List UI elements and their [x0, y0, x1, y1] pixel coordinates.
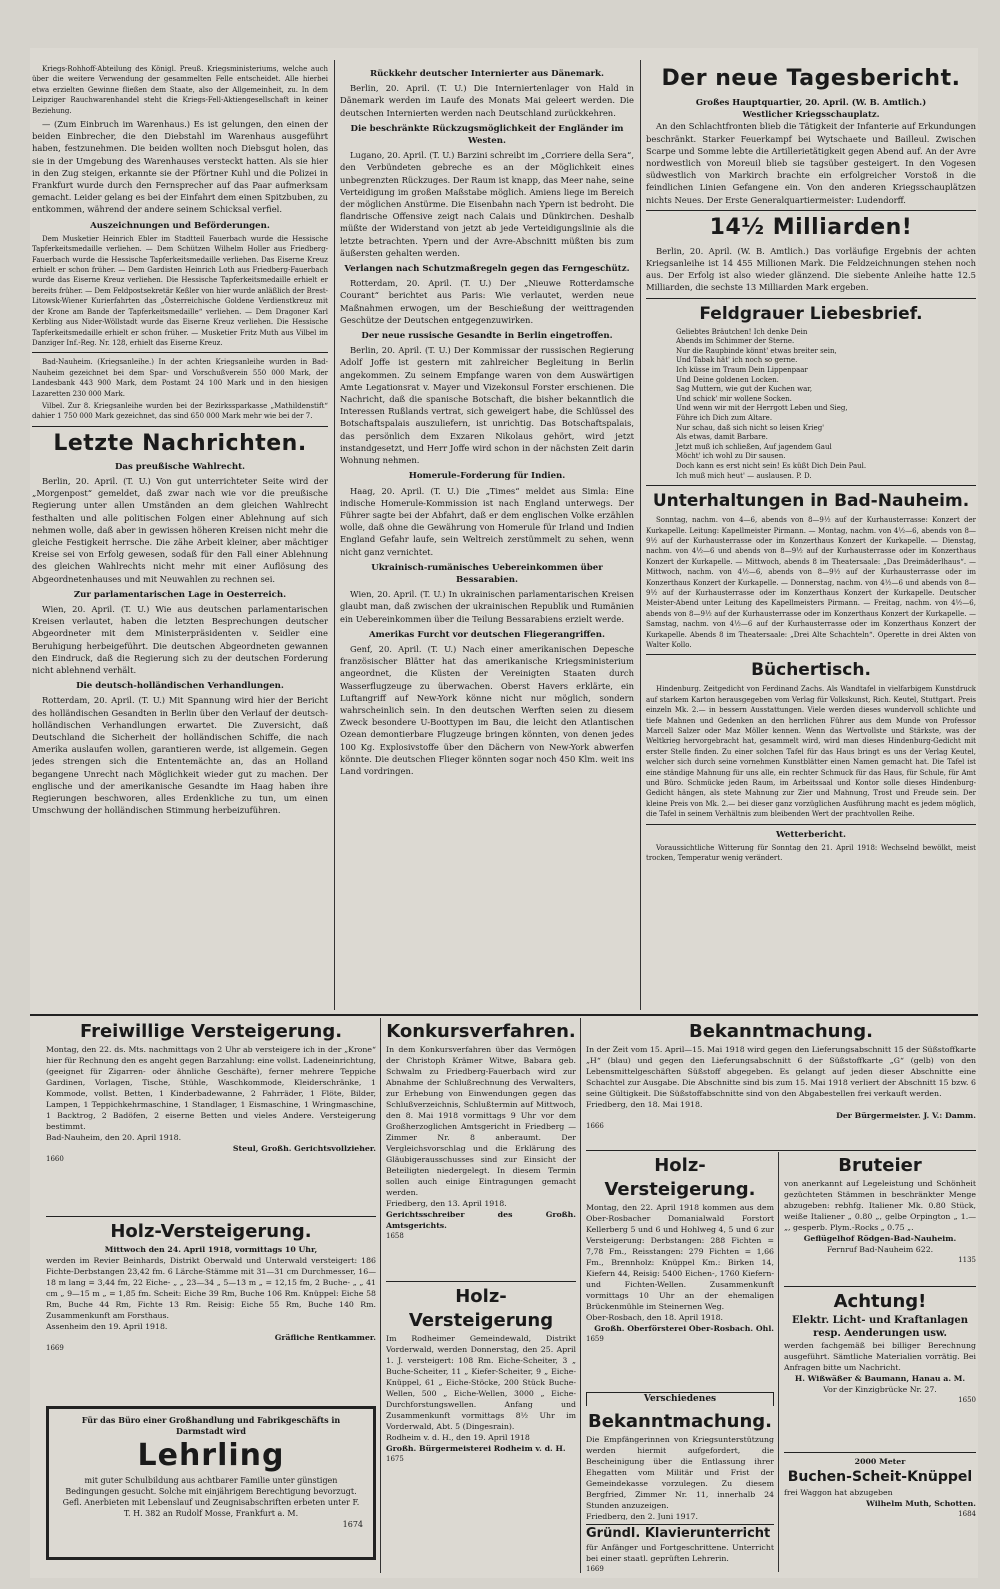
ad-place: Friedberg, den 2. Juni 1917.: [586, 1512, 699, 1520]
divider: [646, 298, 976, 299]
article-wetter: Voraussichtliche Witterung für Sonntag den 21. April 1918: Wechselnd bewölkt, meist trocken, Temperatur wenig verändert.: [646, 843, 976, 863]
ad-signature: Großh. Oberförsterei Ober-Rosbach. Ohl.: [594, 1324, 774, 1333]
ad-divider: [784, 1286, 976, 1287]
poem-line: Und Tabak hät' ich noch so gerne.: [676, 356, 798, 365]
ad-title: Bekanntmachung.: [688, 1021, 874, 1042]
heading-ferngeschuetz: Verlangen nach Schutzmaßregeln gegen das Ferngeschütz.: [344, 264, 630, 275]
newspaper-page: [30, 48, 978, 1578]
article-warenhaus: — (Zum Einbruch im Warenhaus.) Es ist gelungen, den einen der beiden Einbrecher, die den Diebstahl im Warenhaus ausgeführt haben, festzunehmen. Die beiden wollten noch Diebsgut holen, das sie in der Umgebung des Warenhauses versteckt hatten. Als sie hier in den Zug steigen, erkannte sie der Pförtner Kuhl und die Polizei in Frankfurt wurde durch den Fernsprecher auf das Paar aufmerksam gemacht. Leider gelang es bei der Einfahrt dem einen Spitzbuben, zu entkommen, während der andere seinem Schicksal verfiel.: [32, 119, 328, 215]
heading-tagesbericht: Der neue Tagesbericht.: [661, 66, 961, 91]
article-milliarden: Berlin, 20. April. (W. B. Amtlich.) Das vorläufige Ergebnis der achten Kriegsanleihe ist 14 455 Millionen Mark. Die Feldzeichnungen stehen noch aus. Der Erfolg ist also wieder glänzend. Die siebente Anleihe hatte 12.5 Milliarden, die sechste 13 Milliarden Mark ergeben.: [646, 245, 976, 293]
ad-bekanntmachung-2: [586, 1410, 774, 1520]
ad-number: 1669: [46, 1344, 64, 1352]
column-1: [32, 64, 328, 1012]
ad-number: 1658: [386, 1232, 404, 1240]
ad-bruteier: [784, 1154, 976, 1284]
article-tagesbericht: An den Schlachtfronten blieb die Tätigkeit der Infanterie auf Erkundungen beschränkt. Starker Feuerkampf bei Wytschaete und Bailleul. Zwischen Scarpe und Somme lebte die Artillerietätigkeit gegen Abend auf. An der Avre nordwestlich von Moreuil blieb sie tagsüber gesteigert. In den Vogesen südwestlich von Markirch brachte ein erfolgreicher Vorstoß in die feindlichen Linien Gefangene ein. Von den anderen Kriegsschauplätzen nichts Neues. Der Erste Generalquartiermeister: Ludendorff.: [646, 121, 976, 205]
poem-line: Möcht' ich wohl zu Dir sausen.: [676, 452, 786, 461]
intro-text: Kriegs-Rohhoff-Abteilung des Königl. Preuß. Kriegsministeriums, welche auch über die weitere Verwendung der gesammelten Felle entscheidet. Alle hierbei etwa erzielten Gewinne fließen dem Staate, also der Allgemeinheit, zu. In dem Leipziger Rauchwarenhandel steht die Kriegs-Fell-Aktiengesellschaft in keiner Beziehung.: [32, 65, 328, 115]
ad-lehrling: [46, 1406, 376, 1560]
article-vilbel: Vilbel. Zur 8. Kriegsanleihe wurden bei der Bezirkssparkasse „Mathildenstift“ dahier 1 750 000 Mark gezeichnet, das sind 650 000 Mark mehr wie bei der 7.: [32, 401, 328, 421]
ad-body: von anerkannt auf Legeleistung und Schönheit gezüchteten Stämmen in beschränkter Menge abzugeben: rebhfg. Italiener Mk. 0.80 Stück, weiße Italiener „ 0.80 „, gelbe Orpington „ 1.— „, gesperb. Plym.-Rocks „ 0.75 „.: [784, 1179, 976, 1232]
ad-top-line: Für das Büro einer Großhandlung und Fabrikgeschäfts in Darmstadt wird: [81, 1415, 341, 1436]
column-3: [646, 62, 976, 1012]
heading-wetter: Wetterbericht.: [775, 829, 847, 840]
article-unterhaltungen: Sonntag, nachm. von 4—6, abends von 8—9½ auf der Kurhausterrasse: Konzert der Kurkapelle. Leitung: Kapellmeister Pirmann. — Montag, nachm. von 4½—6, abends von 8—9½ auf der Kurhausterrasse oder im Konzerthaus Konzert der Kurkapelle. — Dienstag, nachm. von 4½—6 und abends von 8—9½ auf der Kurhausterrasse oder im Konzerthaus Konzert der Kurkapelle. — Mittwoch, abends 8 im Theatersaale: „Das Dreimäderlhaus“. — Mittwoch, nachm. von 4½—6, abends von 8—9½ auf der Kurhausterrasse oder im Konzerthaus Konzert der Kurkapelle. — Donnerstag, nachm. von 4½—6 und abends von 8—9½ auf der Kurhausterrasse oder im Konzerthaus Konzert der Kurkapelle. Deutscher Meister-Abend unter Leitung des Kapellmeisters Pirmann. — Freitag, nachm. von 4½—6, abends von 8—9½ auf der Kurhausterrasse oder im Konzerthaus Konzert der Kurkapelle. — Samstag, nachm. von 4½—6 auf der Kurhausterrasse oder im Konzerthaus Konzert der Kurkapelle. Abends 8 im Theatersaale: „Drei Alte Schachteln“. Operette in drei Akten von Walter Kollo.: [646, 516, 976, 650]
heading-holland: Die deutsch-holländischen Verhandlungen.: [76, 681, 284, 692]
ad-title: Lehrling: [137, 1438, 285, 1473]
article-bessarabien: Wien, 20. April. (T. U.) In ukrainischen parlamentarischen Kreisen glaubt man, daß zwischen der ukrainischen Republik und Rumänien ein Uebereinkommen über die Teilung Bessarabiens erzielt werde.: [340, 589, 634, 624]
poem-line: Sag Muttern, wie gut der Kuchen war,: [676, 385, 813, 394]
heading-milliarden: 14½ Milliarden!: [709, 214, 913, 240]
ad-place: Friedberg, den 13. April 1918.: [386, 1199, 507, 1208]
ad-title: Holz-Versteigerung.: [604, 1155, 756, 1200]
ad-body: für Anfänger und Fortgeschrittene. Unterricht bei einer staatl. geprüften Lehrerin.: [586, 1543, 774, 1563]
article-buechertisch: Hindenburg. Zeitgedicht von Ferdinand Zachs. Als Wandtafel in vielfarbigem Kunstdruck auf starkem Karton herausgegeben vom Verlag für Volkskunst, Rich. Keutel, Stuttgart. Preis einzeln Mk. 2.— in bessern Ausstattungen. Viele werden dieses wundervoll schlichte und tiefe Mahnen und Gedenken an den herrlichen Führer aus dem Munde von Professor Marcell Salzer oder Maz Möller kennen. Wenn das Wertvollste und Stärkste, was der Weltkrieg hervorgebracht hat, gesammelt wird, wird man dieses Hindenburg-Gedicht mit erster Stelle finden. Zu einer solchen Tafel für das Haus bringt es uns der Verlag Keutel, welcher sich durch seine vornehmen Kunstblätter einen Namen gemacht hat. Die Tafel ist eine ständige Mahnung für uns alle, ein rechter Schmuck für das Haus, für Schule, für Amt und Büro. Schmücke jeden Raum, im Arbeitssaal und Kontor solle dieses Hindenburg-Gedicht hängen, als stete Mahnung zur Zier und Mahnung, Trost und Freude sein. Der kleine Preis von Mk. 2.— bei dieser ganz vorzüglichen Ausführung macht es jedem möglich, die Tafel in seinem Verhältnis zum bleibenden Wert der prachtvollen Reihe.: [646, 685, 976, 819]
ad-body: Die Empfängerinnen von Kriegsunterstützung werden hiermit aufgefordert, die Bescheinigung über die Entlassung ihrer Ehegatten vom Militär und Frist der Gemeindekasse vorzulegen. Zu diesem Bergfried, Zimmer Nr. 11, innerhalb 24 Stunden anzuzeigen.: [586, 1435, 774, 1510]
heading-indien: Homerule-Forderung für Indien.: [408, 471, 566, 482]
ad-bekanntmachung-1: [586, 1020, 976, 1148]
poem-line: Führe ich Dich zum Altare.: [676, 413, 773, 422]
poem-line: Nur schau, daß sich nicht so leisen Krieg': [676, 423, 825, 432]
ad-title: Achtung!: [833, 1291, 927, 1312]
heading-oesterreich: Zur parlamentarischen Lage in Oesterreich.: [73, 589, 287, 600]
divider: [646, 654, 976, 655]
ad-buchen-scheit: [784, 1456, 976, 1572]
ad-date: Mittwoch den 24. April 1918, vormittags 10 Uhr,: [104, 1245, 318, 1254]
ad-place: Bad-Nauheim, den 20. April 1918.: [46, 1133, 182, 1142]
poem-line: Ich muß mich heut' — auslausen. P. D.: [676, 471, 812, 480]
ad-body: Montag, den 22. April 1918 kommen aus dem Ober-Rosbacher Domanialwald Forstort Kellerberg 5 und 6 und Hohlweg 4, 5 und 6 zur Versteigerung: Derbstangen: 288 Fichten = 7,78 Fm., Reisstangen: 279 Fichten = 1,66 Fm., Brennholz: Knüppel Km.: Birken 14, Kiefern 44, Reisig: 5400 Eichen-, 1760 Kiefern- und Fichten-Wellen. Zusammenkunft vormittags 10 Uhr an der ehemaligen Brückenmühle im Steinernen Weg.: [586, 1203, 774, 1311]
ad-signature: Steul, Großh. Gerichtsvollzieher.: [232, 1144, 376, 1153]
poem-line: Doch kann es erst nicht sein! Es küßt Dich Dein Paul.: [676, 461, 867, 470]
heading-wahlrecht: Das preußische Wahlrecht.: [114, 461, 246, 472]
article-auszeichnungen: Dem Musketier Heinrich Ebler im Stadtteil Fauerbach wurde die Hessische Tapferkeitsmedaille verliehen. — Dem Schützen Wilhelm Holler aus Friedberg-Fauerbach wurde die Hessische Tapferkeitsmedaille verliehen. Das Eiserne Kreuz erhielt er schon früher. — Dem Gardisten Heinrich Loth aus Friedberg-Fauerbach wurde das Eiserne Kreuz verliehen. Die Hessische Tapferkeitsmedaille erhielt er bereits früher. — Dem Feldpostsekretär Keßler von hier wurde anläßlich der Brest-Litowsk-Wiener Kurierfahrten das „Österreichische Goldene Verdienstkreuz mit der Krone am Bande der Tapferkeitsmedaille“ verliehen. — Dem Dragoner Karl Kerbling aus Nider-Wöllstadt wurde das Eiserne Kreuz verliehen. Die Hessische Tapferkeitsmedaille erhielt er schon früher. — Musketier Fritz Muth aus Vilbel im Danziger Inf.-Reg. Nr. 128, erhielt das Eiserne Kreuz.: [32, 234, 328, 347]
ad-freiwillige-versteigerung: [46, 1020, 376, 1214]
ad-body: In der Zeit vom 15. April—15. Mai 1918 wird gegen den Lieferungsabschnitt 15 der Süßstoffkarte „H“ (blau) und gegen den Lieferungsabschnitt 6 der Süßstoffkarte „G“ (gelb) von den Lebensmittelgeschäften Süßstoff abgegeben. Es gelangt auf jeden dieser Abschnitte eine Schachtel zur Ausgabe. Die Abschnitte sind bis zum 15. Mai 1918 verliert der Abschnitt 15 bzw. 6 seine Gültigkeit. Die Süßstoffabschnitte sind von den Abgabestellen frei verkauft werden.: [586, 1045, 976, 1098]
ad-holz-versteigerung-3: [586, 1154, 774, 1388]
article-nauheim: Bad-Nauheim. (Kriegsanleihe.) In der achten Kriegsanleihe wurden in Bad-Nauheim gezeichnet bei dem Spar- und Vorschußverein 550 000 Mark, der Landesbank 443 900 Mark, dem Postamt 24 100 Mark und in den hiesigen Lazaretten 230 000 Mark.: [32, 358, 328, 398]
poem-line: Und schick' mir wollene Socken.: [676, 394, 792, 403]
poem-line: Jetzt muß ich schließen, Auf jagendem Gaul: [676, 442, 832, 451]
divider: [32, 426, 328, 427]
ad-number: 1135: [958, 1256, 976, 1264]
ad-signature: Wilhelm Muth, Schotten.: [866, 1499, 976, 1508]
divider: [646, 485, 976, 486]
ad-divider: [784, 1452, 976, 1453]
heading-daenemark: Rückkehr deutscher Internierter aus Dänemark.: [370, 69, 604, 79]
ad-number: 1674: [342, 1520, 363, 1529]
ad-title: Konkursverfahren.: [386, 1021, 576, 1042]
column-divider: [640, 60, 641, 1010]
poem-line: Geliebtes Bräutchen! Ich denke Dein: [676, 327, 808, 336]
ad-number: 1669: [586, 1565, 604, 1573]
ad-signature: H. Wißwäßer & Baumann, Hanau a. M.: [794, 1374, 966, 1383]
ad-title: Bekanntmachung.: [587, 1411, 773, 1432]
ad-title: Gründl. Klavierunterricht: [586, 1526, 771, 1541]
article-oesterreich: Wien, 20. April. (T. U.) Wie aus deutschen parlamentarischen Kreisen verlautet, haben die letzten Besprechungen deutscher Abgeordneter mit dem Ministerpräsidenten v. Seidler eine Beruhigung herbeigeführt. Die deutschen Abgeordneten gewannen den Eindruck, daß die Regierung sich zu der deutschen Forderung nicht ablehnend verhält.: [32, 604, 328, 676]
heading-fliegerangriffe: Amerikas Furcht vor deutschen Fliegerangriffen.: [369, 629, 605, 640]
ad-holz-versteigerung-1: [46, 1220, 376, 1402]
ad-section-divider: [30, 1014, 978, 1016]
ad-signature: Der Bürgermeister. J. V.: Damm.: [836, 1111, 976, 1120]
ad-verschiedenes: [586, 1390, 774, 1406]
ad-place: Rodheim v. d. H., den 19. April 1918: [386, 1433, 530, 1442]
ad-achtung: [784, 1290, 976, 1450]
poem: [646, 328, 976, 482]
poem-line: Abends im Schimmer der Sterne.: [676, 337, 795, 346]
heading-liebesbrief: Feldgrauer Liebesbrief.: [699, 303, 923, 324]
hq-line: Großes Hauptquartier, 20. April. (W. B. Amtlich.): [695, 97, 927, 107]
ad-column-divider: [778, 1152, 779, 1572]
ad-title: Holz-Versteigerung: [408, 1286, 554, 1331]
ad-body: werden fachgemäß bei billiger Berechnung ausgeführt. Sämtliche Materialien vorrätig. Bei Anfragen bitte um Nachricht.: [784, 1341, 976, 1372]
article-fliegerangriffe: Genf, 20. April. (T. U.) Nach einer amerikanischen Depesche französischer Blätter hat das amerikanische Kriegsministerium angeordnet, die Küsten der Vereinigten Staaten durch Wasserflugzeuge zu überwachen. Oberst Havers erklärte, ein Luftangriff auf New-York könne nicht nur möglich, sondern wahrscheinlich sein. In den deutschen Werften seien zu diesem Zweck besondere U-Boottypen im Bau, die leicht den Atlantischen Ozean demontierbare Flugzeuge bringen könnten, von denen jedes 100 Kg. Explosivstoffe über den Dächern von New-York abwerfen könnte. Die deutschen Flieger könnten sogar noch 450 Klm. weit ins Land vordringen.: [340, 643, 634, 776]
ad-subtitle: Elektr. Licht- und Kraftanlagen resp. Aenderungen usw.: [791, 1315, 969, 1339]
heading-auszeichnungen: Auszeichnungen und Beförderungen.: [90, 220, 270, 231]
ad-column-divider: [580, 1018, 581, 1573]
divider: [32, 352, 328, 353]
heading-russischer-gesandter: Der neue russische Gesandte in Berlin eingetroffen.: [361, 331, 613, 342]
ad-body: werden im Revier Beinhards, Distrikt Oberwald und Unterwald versteigert: 186 Fichte-Derbstangen 23,42 fm. 6 Lärche-Stämme mit 31—31 cm Durchmesser, 16—18 m lang = 3,44 fm, 22 Eiche- „ „ 23—34 „ 5—13 m „ = 12,15 fm, 2 Buche- „ „ 41 cm „ 9—15 m „ = 1,85 fm. Scheit: Eiche 39 Rm, Buche 106 Rm. Knüppel: Eiche 58 Rm, Buche 44 Rm, Fichte 13 Rm. Reisig: Eiche 55 Rm, Buche 140 Rm. Zusammenkunft am Forsthaus.: [46, 1256, 376, 1320]
westlicher-kriegsschauplatz: Westlicher Kriegsschauplatz.: [742, 109, 880, 120]
ad-number: 1659: [586, 1335, 604, 1343]
ad-signature: Großh. Bürgermeisterei Rodheim v. d. H.: [386, 1444, 566, 1453]
ad-column-divider: [380, 1018, 381, 1573]
section-label-verschiedenes: Verschiedenes: [586, 1392, 774, 1406]
ad-body: Im Rodheimer Gemeindewald, Distrikt Vorderwald, werden Donnerstag, den 25. April 1. J. versteigert: 108 Rm. Eiche-Scheiter, 3 „ Buche-Scheiter, 11 „ Kiefer-Scheiter, 9 „ Eiche-Knüppel, 61 „ Eiche-Stöcke, 200 Stück Buche-Wellen, 500 „ Eiche-Wellen, 3000 „ Eiche-Durchforstungswellen. Anfang und Zusammenkunft vormittags 8½ Uhr im Vorderwald, Abt. 5 (Dingesrain).: [386, 1334, 576, 1431]
ad-holz-versteigerung-2: [386, 1285, 576, 1573]
ad-title: Bruteier: [838, 1155, 922, 1176]
article-ferngeschuetz: Rotterdam, 20. April. (T. U.) Der „Nieuwe Rotterdamsche Courant“ berichtet aus Paris: Wie verlautet, werden neue Maßnahmen erwogen, um der Beschießung der weittragenden Geschütze der Deutschen entgegenzuwirken.: [340, 278, 634, 325]
ad-signature: Gräfliche Rentkammer.: [274, 1333, 376, 1342]
article-wahlrecht: Berlin, 20. April. (T. U.) Von gut unterrichteter Seite wird der „Morgenpost“ gemeldet, daß zwar nach wie vor die preußische Regierung unter allen Umständen an dem gleichen Wahlrecht festhalten und alle politischen Folgen einer Ablehnung auf sich nehmen wolle, daß aber in gewissen höheren Kreisen nicht mehr die gleiche Festigkeit herrsche. Die zähe Arbeit kleiner, aber mächtiger Kreise sei von Erfolg gewesen, sodaß für den Fall einer Ablehnung des gleichen Wahlrechts nicht mehr mit einer Auflösung des Abgeordnetenhauses und mit Neuwahlen zu rechnen sei.: [32, 475, 328, 584]
ad-title: Holz-Versteigerung.: [110, 1221, 312, 1242]
heading-bessarabien: Ukrainisch-rumänisches Uebereinkommen über Bessarabien.: [371, 562, 603, 585]
ad-signature: Gerichtsschreiber des Großh. Amtsgerichts.: [386, 1210, 576, 1230]
heading-letzte-nachrichten: Letzte Nachrichten.: [53, 430, 307, 456]
ad-title: Buchen-Scheit-Knüppel: [787, 1469, 973, 1485]
ad-klavierunterricht: [586, 1524, 774, 1573]
article-indien: Haag, 20. April. (T. U.) Die „Times“ meldet aus Simla: Eine indische Homerule-Kommission ist nach England unterwegs. Der Führer sagte bei der Abfahrt, daß er dem englischen Volke erzählen wolle, daß ohne die Gewährung von Homerule für Irland und Indien England Gefahr laufe, sein Weltreich zerstümmelt zu sehen, wenn nicht ganz vernichtet.: [340, 485, 634, 557]
poem-line: Und Deine goldenen Locken.: [676, 375, 779, 384]
ad-divider: [386, 1281, 576, 1282]
divider: [646, 210, 976, 211]
column-divider: [334, 60, 335, 1010]
article-daenemark: Berlin, 20. April. (T. U.) Die Interniertenlager von Hald in Dänemark werden im Laufe des Monats Mai geleert werden. Die deutschen Internierten werden nach Deutschland zurückkehren.: [340, 83, 634, 118]
ad-place: Ober-Rosbach, den 18. April 1918.: [586, 1313, 724, 1322]
ad-body: Montag, den 22. ds. Mts. nachmittags von 2 Uhr ab versteigere ich in der „Krone“ hier für Rechnung den es angeht gegen Barzahlung: eine vollst. Ladeneinrichtung, (geeignet für Zigarren- oder ähnliche Geschäfte), ferner mehrere Teppiche Gardinen, Vorlagen, Tische, Stühle, Waschkommode, Kleiderschränke, 1 Kommode, vollst. Betten, 1 Kinderbadewanne, 2 Fahrräder, 1 Flöte, Bilder, Lampen, 1 Teppichkehrmaschine, 1 Standlager, 1 Eismaschine, 1 Wringmaschine, 1 Backtrog, 2 Badöfen, 2 eiserne Betten und vieles Andere. Versteigerung bestimmt.: [46, 1045, 376, 1131]
ad-number: 1650: [958, 1396, 976, 1404]
poem-line: Und wenn wir mit der Herrgott Leben und Sieg,: [676, 404, 848, 413]
ad-body: frei Waggon hat abzugeben: [784, 1488, 893, 1497]
heading-buechertisch: Büchertisch.: [751, 660, 871, 681]
ad-number: 1675: [386, 1455, 404, 1463]
ad-body: mit guter Schulbildung aus achtbarer Familie unter günstigen Bedingungen gesucht. Solche mit einjährigem Berechtigung bevorzugt. Gefl. Anerbieten mit Lebenslauf und Zeugnisabschriften erbeten unter F. T. H. 382 an Rudolf Mosse, Frankfurt a. M.: [62, 1476, 360, 1518]
heading-rueckzug: Die beschränkte Rückzugsmöglichkeit der Engländer im Westen.: [350, 123, 624, 147]
article-holland: Rotterdam, 20. April. (T. U.) Mit Spannung wird hier der Bericht des holländischen Gesandten in Berlin über den Verlauf der deutsch-holländischen Verhandlungen erwartet. Die Zuversicht, daß Deutschland die Sicherheit der holländischen Schiffe, die nach Amerika auslaufen wollen, garantieren werde, ist allgemein. Gegen jedes strengen sich die Ententemächte an, das an Holland begangene Unrecht nach Möglichkeit wieder gut zu machen. Der englische und der amerikanische Gesandte im Haag haben ihre Regierungen beschworen, alles Erdenkliche zu tun, um einen Umschwung der holländischen Stimmung herbeizuführen.: [32, 695, 328, 816]
ad-signature: Geflügelhof Rödgen-Bad-Nauheim.: [803, 1234, 957, 1243]
article-rueckzug: Lugano, 20. April. (T. U.) Barzini schreibt im „Corriere della Sera“, den Verbündeten gebreche es an der Möglichkeit eines unbegrenzten Rückzuges. Der Raum ist knapp, das Meer nahe, seine Verteidigung im großen Maßstabe möglich. Amiens liege im Bereich der möglichen Anstürme. Die Eisenbahn nach Ypern ist bedroht. Die flandrische Offensive zeigt nach Calais und Dünkirchen. Deshalb müßte der Widerstand von jetzt ab jede Verteidigungslinie als die letzte betrachten. Ypern und der Avre-Abschnitt müßten bis zum äußersten gehalten werden.: [340, 150, 634, 258]
ad-number: 1660: [46, 1155, 64, 1163]
column-2: [340, 64, 634, 1012]
ad-phone: Fernruf Bad-Nauheim 622.: [826, 1245, 934, 1254]
ad-place: Assenheim den 19. April 1918.: [46, 1322, 168, 1331]
ad-divider: [46, 1216, 376, 1217]
divider: [646, 824, 976, 825]
ad-number: 1684: [958, 1510, 976, 1518]
ad-konkursverfahren: [386, 1020, 576, 1278]
poem-line: Als etwas, damit Barbare.: [676, 433, 768, 442]
poem-line: Nur die Raupbinde könnt' etwas breiter sein,: [676, 346, 837, 355]
ad-address: Vor der Kinzigbrücke Nr. 27.: [823, 1385, 937, 1394]
poem-line: Ich küsse im Traum Dein Lippenpaar: [676, 366, 808, 375]
ad-number: 1666: [586, 1122, 604, 1130]
ad-divider: [586, 1150, 976, 1151]
ad-title: Freiwillige Versteigerung.: [79, 1021, 343, 1042]
ad-place: Friedberg, den 18. Mai 1918.: [586, 1100, 703, 1109]
ad-body: In dem Konkursverfahren über das Vermögen der Christoph Krämer Witwe, Babara geb. Schwalm zu Friedberg-Fauerbach wird zur Abnahme der Schlußrechnung des Verwalters, zur Erhebung von Einwendungen gegen das Schlußverzeichnis, Schlußtermin auf Mittwoch, den 8. Mai 1918 vormittags 9 Uhr vor dem Großherzoglichen Amtsgericht in Friedberg — Zimmer Nr. 8 anberaumt. Der Vergleichsvorschlag und die Erklärung des Gläubigerausschusses sind zur Einsicht der Beteiligten niedergelegt. In diesem Termin sollen auch einige Eintragungen gemacht werden.: [386, 1045, 576, 1197]
heading-unterhaltungen: Unterhaltungen in Bad-Nauheim.: [652, 491, 970, 512]
ad-top-line: 2000 Meter: [854, 1457, 906, 1466]
article-russischer-gesandter: Berlin, 20. April. (T. U.) Der Kommissar der russischen Regierung Adolf Joffe ist gestern mit zahlreicher Begleitung in Berlin angekommen. Zu seinem Empfange waren von dem Auswärtigen Amte Legationsrat v. Mayer und Vizekonsul Forster erschienen. Die Nachricht, daß die spanische Botschaft, die bisher bekanntlich die Interessen Rußlands vertrat, sich geweigert habe, die Schlüssel des Botschaftspalais auszuliefern, ist unrichtig. Das Botschaftspalais, das persönlich dem Exzaren Nikolaus gehört, wird jetzt instandgesetzt, und Herr Joffe wird schon in der nächsten Zeit darin Wohnung nehmen.: [340, 345, 634, 466]
